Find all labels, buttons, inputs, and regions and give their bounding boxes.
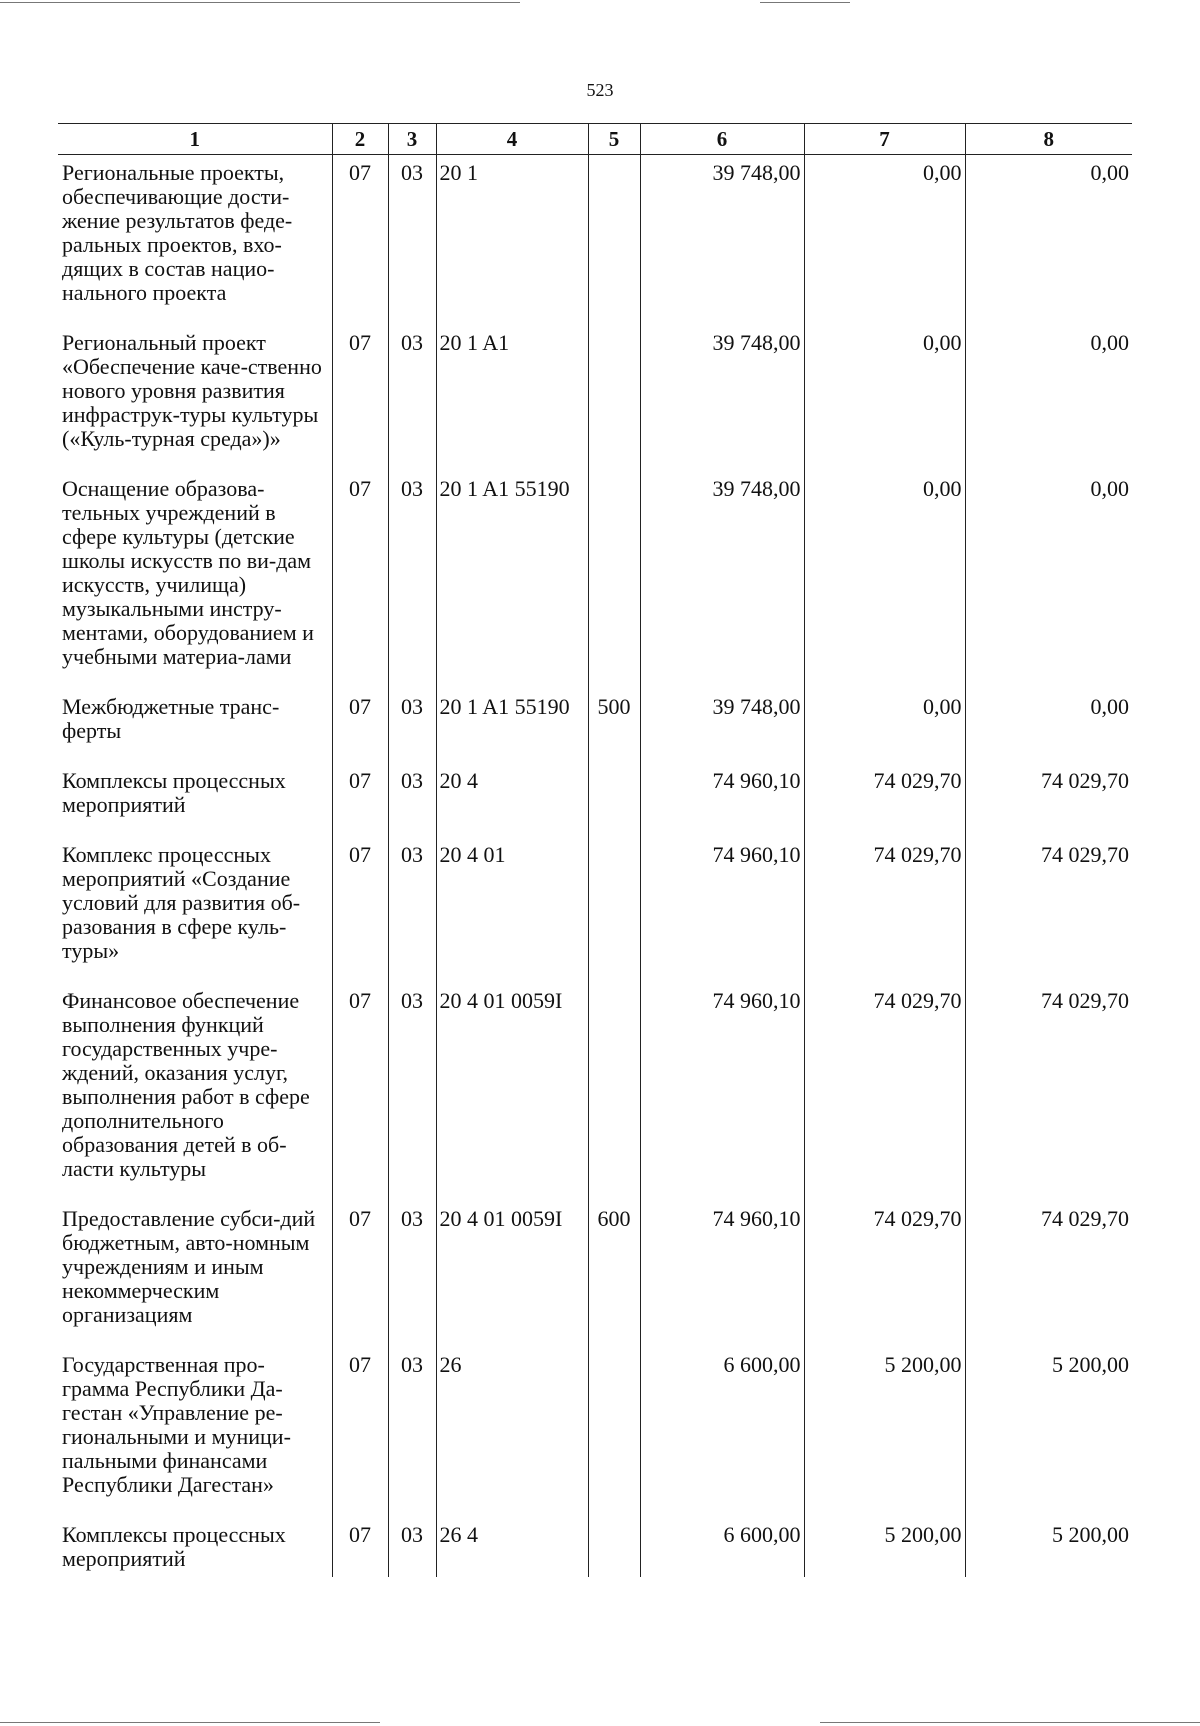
subsection-cell: 03 <box>388 763 436 837</box>
table-row <box>58 1347 1132 1517</box>
section-cell: 07 <box>332 471 388 689</box>
table-row <box>58 983 1132 1201</box>
scan-artifact-top-right <box>760 2 850 3</box>
amount-col6-cell: 39 748,00 <box>640 689 804 763</box>
section-cell: 07 <box>332 1517 388 1577</box>
section-cell: 07 <box>332 1201 388 1347</box>
expense-type-cell <box>588 983 640 1201</box>
amount-col7-cell: 74 029,70 <box>804 763 965 837</box>
target-article-cell: 26 4 <box>436 1517 588 1577</box>
section-cell: 07 <box>332 837 388 983</box>
section-cell: 07 <box>332 689 388 763</box>
target-article-cell: 20 4 01 0059I <box>436 983 588 1201</box>
section-cell: 07 <box>332 763 388 837</box>
amount-col7-cell: 0,00 <box>804 325 965 471</box>
amount-col7-cell: 5 200,00 <box>804 1517 965 1577</box>
expense-type-cell <box>588 837 640 983</box>
row-name-cell: Комплексы процессных мероприятий <box>62 768 286 817</box>
col-header-5: 5 <box>588 124 640 155</box>
amount-col6-cell: 74 960,10 <box>640 837 804 983</box>
col-header-8: 8 <box>965 124 1132 155</box>
table-row <box>58 837 1132 983</box>
expense-type-cell <box>588 763 640 837</box>
amount-col6-cell: 39 748,00 <box>640 325 804 471</box>
target-article-cell: 20 4 01 <box>436 837 588 983</box>
section-cell: 07 <box>332 155 388 326</box>
amount-col7-cell: 74 029,70 <box>804 983 965 1201</box>
amount-col8-cell: 74 029,70 <box>965 763 1132 837</box>
amount-col8-cell: 74 029,70 <box>965 983 1132 1201</box>
amount-col6-cell: 39 748,00 <box>640 471 804 689</box>
column-number-row <box>58 124 1132 155</box>
row-name-cell: Финансовое обеспечение выполнения функций государственных учре-ждений, оказания услуг, выполнения работ в сфере дополнительного образования детей в об-ласти культуры <box>62 988 310 1181</box>
amount-col6-cell: 6 600,00 <box>640 1347 804 1517</box>
subsection-cell: 03 <box>388 325 436 471</box>
amount-col8-cell: 0,00 <box>965 689 1132 763</box>
amount-col8-cell: 0,00 <box>965 471 1132 689</box>
amount-col8-cell: 0,00 <box>965 155 1132 326</box>
row-name-cell: Региональные проекты, обеспечивающие дости-жение результатов феде-ральных проектов, вхо-дящих в состав нацио-нального проекта <box>62 160 293 305</box>
amount-col7-cell: 0,00 <box>804 155 965 326</box>
table-row <box>58 155 1132 326</box>
row-name-cell: Государственная про-грамма Республики Да-гестан «Управление ре-гиональными и муници-пальными финансами Республики Дагестан» <box>62 1352 291 1497</box>
amount-col8-cell: 74 029,70 <box>965 837 1132 983</box>
subsection-cell: 03 <box>388 155 436 326</box>
row-name-cell: Комплексы процессных мероприятий <box>62 1522 286 1571</box>
col-header-4: 4 <box>436 124 588 155</box>
col-header-7: 7 <box>804 124 965 155</box>
amount-col7-cell: 74 029,70 <box>804 837 965 983</box>
expense-type-cell <box>588 325 640 471</box>
amount-col6-cell: 39 748,00 <box>640 155 804 326</box>
scan-artifact-bottom-right <box>820 1722 1200 1723</box>
amount-col6-cell: 74 960,10 <box>640 1201 804 1347</box>
row-name-cell: Оснащение образова-тельных учреждений в сфере культуры (детские школы искусств по ви-дам искусств, училища) музыкальными инстру-ментами, оборудованием и учебными материа-лами <box>62 476 314 669</box>
subsection-cell: 03 <box>388 471 436 689</box>
target-article-cell: 20 1 <box>436 155 588 326</box>
amount-col7-cell: 5 200,00 <box>804 1347 965 1517</box>
col-header-6: 6 <box>640 124 804 155</box>
amount-col8-cell: 0,00 <box>965 325 1132 471</box>
row-name-cell: Межбюджетные транс-ферты <box>62 694 280 743</box>
table-row <box>58 689 1132 763</box>
scan-artifact-top-left <box>0 2 520 3</box>
amount-col6-cell: 74 960,10 <box>640 983 804 1201</box>
table-header <box>58 124 1132 155</box>
expense-type-cell <box>588 1347 640 1517</box>
target-article-cell: 20 1 A1 <box>436 325 588 471</box>
subsection-cell: 03 <box>388 983 436 1201</box>
expense-type-cell: 500 <box>588 689 640 763</box>
amount-col7-cell: 0,00 <box>804 689 965 763</box>
table-row <box>58 1517 1132 1577</box>
budget-table <box>58 123 1132 1577</box>
row-name-cell: Предоставление субси-дий бюджетным, авто-номным учреждениям и иным некоммерческим организациям <box>62 1206 316 1327</box>
expense-type-cell <box>588 1517 640 1577</box>
table-row <box>58 325 1132 471</box>
col-header-3: 3 <box>388 124 436 155</box>
amount-col7-cell: 74 029,70 <box>804 1201 965 1347</box>
expense-type-cell <box>588 155 640 326</box>
row-name-cell: Региональный проект «Обеспечение каче-ственно нового уровня развития инфраструк-туры культуры («Куль-турная среда»)» <box>62 330 322 451</box>
page-number: 523 <box>586 80 614 100</box>
section-cell: 07 <box>332 1347 388 1517</box>
amount-col6-cell: 6 600,00 <box>640 1517 804 1577</box>
subsection-cell: 03 <box>388 1201 436 1347</box>
amount-col6-cell: 74 960,10 <box>640 763 804 837</box>
amount-col8-cell: 74 029,70 <box>965 1201 1132 1347</box>
expense-type-cell: 600 <box>588 1201 640 1347</box>
row-name-cell: Комплекс процессных мероприятий «Создание условий для развития об-разования в сфере куль-туры» <box>62 842 301 963</box>
table-row <box>58 763 1132 837</box>
target-article-cell: 20 1 A1 55190 <box>436 689 588 763</box>
table-body <box>58 155 1132 1578</box>
target-article-cell: 26 <box>436 1347 588 1517</box>
scan-artifact-bottom-left <box>0 1722 380 1723</box>
section-cell: 07 <box>332 325 388 471</box>
col-header-2: 2 <box>332 124 388 155</box>
expense-type-cell <box>588 471 640 689</box>
amount-col8-cell: 5 200,00 <box>965 1347 1132 1517</box>
target-article-cell: 20 1 A1 55190 <box>436 471 588 689</box>
table-row <box>58 1201 1132 1347</box>
subsection-cell: 03 <box>388 837 436 983</box>
col-header-1: 1 <box>58 124 332 155</box>
table-row <box>58 471 1132 689</box>
amount-col7-cell: 0,00 <box>804 471 965 689</box>
subsection-cell: 03 <box>388 689 436 763</box>
section-cell: 07 <box>332 983 388 1201</box>
target-article-cell: 20 4 <box>436 763 588 837</box>
target-article-cell: 20 4 01 0059I <box>436 1201 588 1347</box>
amount-col8-cell: 5 200,00 <box>965 1517 1132 1577</box>
subsection-cell: 03 <box>388 1347 436 1517</box>
subsection-cell: 03 <box>388 1517 436 1577</box>
